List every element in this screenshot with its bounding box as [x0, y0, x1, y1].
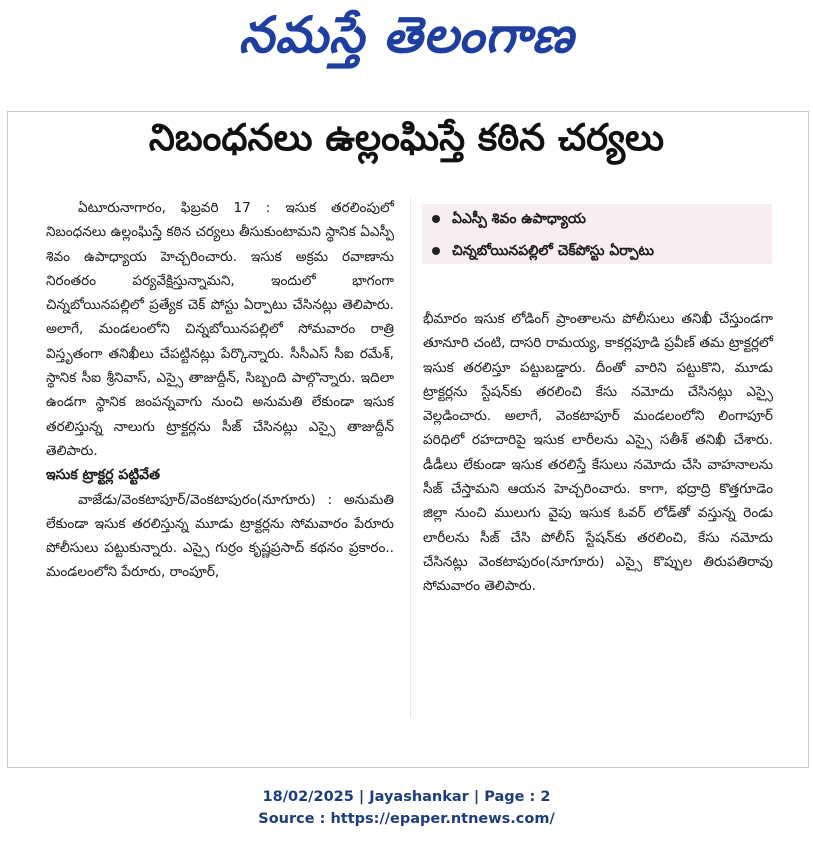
left-column	[46, 196, 394, 585]
section-subheading: ఇసుక ట్రాక్టర్ల పట్టివేత	[46, 467, 160, 484]
highlight-text: ఏఎస్పీ శివం ఉపాధ్యాయ	[452, 211, 586, 227]
newspaper-masthead-logo	[0, 6, 813, 77]
highlight-item	[432, 208, 586, 230]
masthead-text: నమస్తే తెలంగాణ	[238, 6, 575, 64]
article-headline: నిబంధనలు ఉల్లంఘిస్తే కఠిన చర్యలు	[148, 116, 665, 159]
footer-date-edition: 18/02/2025 | Jayashankar | Page : 2	[262, 789, 551, 805]
right-paragraph: భీమారం ఇసుక లోడింగ్ ప్రాంతాలను పోలీసులు తనిఖీ చేస్తుండగా తూనూరి చంటి, దాసరి రామయ్య, కాకర్లపూడి ప్రవీణ్ తమ ట్రాక్టర్లలో ఇసుక తరలిస్తూ పట్టుబడ్డారు. దీంతో వారిని పట్టుకొని, మూడు ట్రాక్టర్లను స్టేషన్‌కు తరలించి కేసు నమోదు చేసినట్లు ఎస్సై వెల్లడించారు. అలాగే, వెంకటాపూర్ మండలంలోని లింగాపూర్ పరిధిలో రహదారిపై ఇసుక లారీలను ఎస్సై సతీశ్ తనిఖీ చేశారు. డీడీలు లేకుండా ఇసుక తరలిస్తే కేసులు నమోదు చేసి వాహనాలను సీజ్ చేస్తామని ఆయన హెచ్చరించారు. కాగా, భద్రాద్రి కొత్తగూడెం జిల్లా నుంచి ములుగు వైపు ఇసుక ఓవర్ లోడ్‌తో వస్తున్న రెండు లారీలను సీజ్ చేసి పోలీస్ స్టేషన్‌కు తరలించి, కేసు నమోదు చేసినట్లు వెంకటాపురం(నూగూరు) ఎస్సై కొప్పుల తిరుపతిరావు సోమవారం తెలిపారు.	[423, 311, 773, 595]
highlight-text: చిన్నబోయినపల్లిలో చెక్‌పోస్టు ఏర్పాటు	[452, 243, 655, 259]
highlights-box	[422, 204, 772, 264]
highlight-item	[432, 240, 654, 262]
left-paragraph-1: ఏటూరునాగారం, ఫిబ్రవరి 17 : ఇసుక తరలింపులో నిబంధనలు ఉల్లంఘిస్తే కఠిన చర్యలు తీసుకుంటామని స్థానిక ఏఎస్పీ శివం ఉపాధ్యాయ హెచ్చరించారు. ఇసుక అక్రమ రవాణాను నిరంతరం పర్యవేక్షిస్తున్నామని, ఇందులో భాగంగా చిన్నబోయినపల్లిలో ప్రత్యేక చెక్ పోస్టు ఏర్పాటు చేసినట్లు తెలిపారు. అలాగే, మండలంలోని చిన్నబోయినపల్లిలో సోమవారం రాత్రి విస్తృతంగా తనిఖీలు చేపట్టినట్లు పేర్కొన్నారు. సీసీఎస్ సీఐ రమేశ్, స్థానిక సీఐ శ్రీనివాస్, ఎస్సై తాజుద్దీన్, సిబ్బంది పాల్గొన్నారు. ఇదిలా ఉండగా స్థానిక జంపన్నవాగు నుంచి అనుమతి లేకుండా ఇసుక తరలిస్తున్న నాలుగు ట్రాక్టర్లను సీజ్ చేసినట్లు ఎస్సై తాజుద్దీన్ తెలిపారు.	[46, 200, 394, 459]
bullet-icon	[432, 247, 440, 255]
bullet-icon	[432, 215, 440, 223]
right-column	[423, 307, 773, 599]
footer-source: Source : https://epaper.ntnews.com/	[258, 811, 555, 827]
left-paragraph-2: వాజేడు/వెంకటాపూర్/వెంకటాపురం(నూగూరు) : అనుమతి లేకుండా ఇసుక తరలిస్తున్న మూడు ట్రాక్టర్లను సోమవారం పేరూరు పోలీసులు పట్టుకున్నారు. ఎస్సై గుర్రం కృష్ణప్రసాద్ కథనం ప్రకారం.. మండలంలోని పేరూరు, రాంపూర్,	[46, 491, 394, 581]
column-divider	[410, 198, 411, 718]
